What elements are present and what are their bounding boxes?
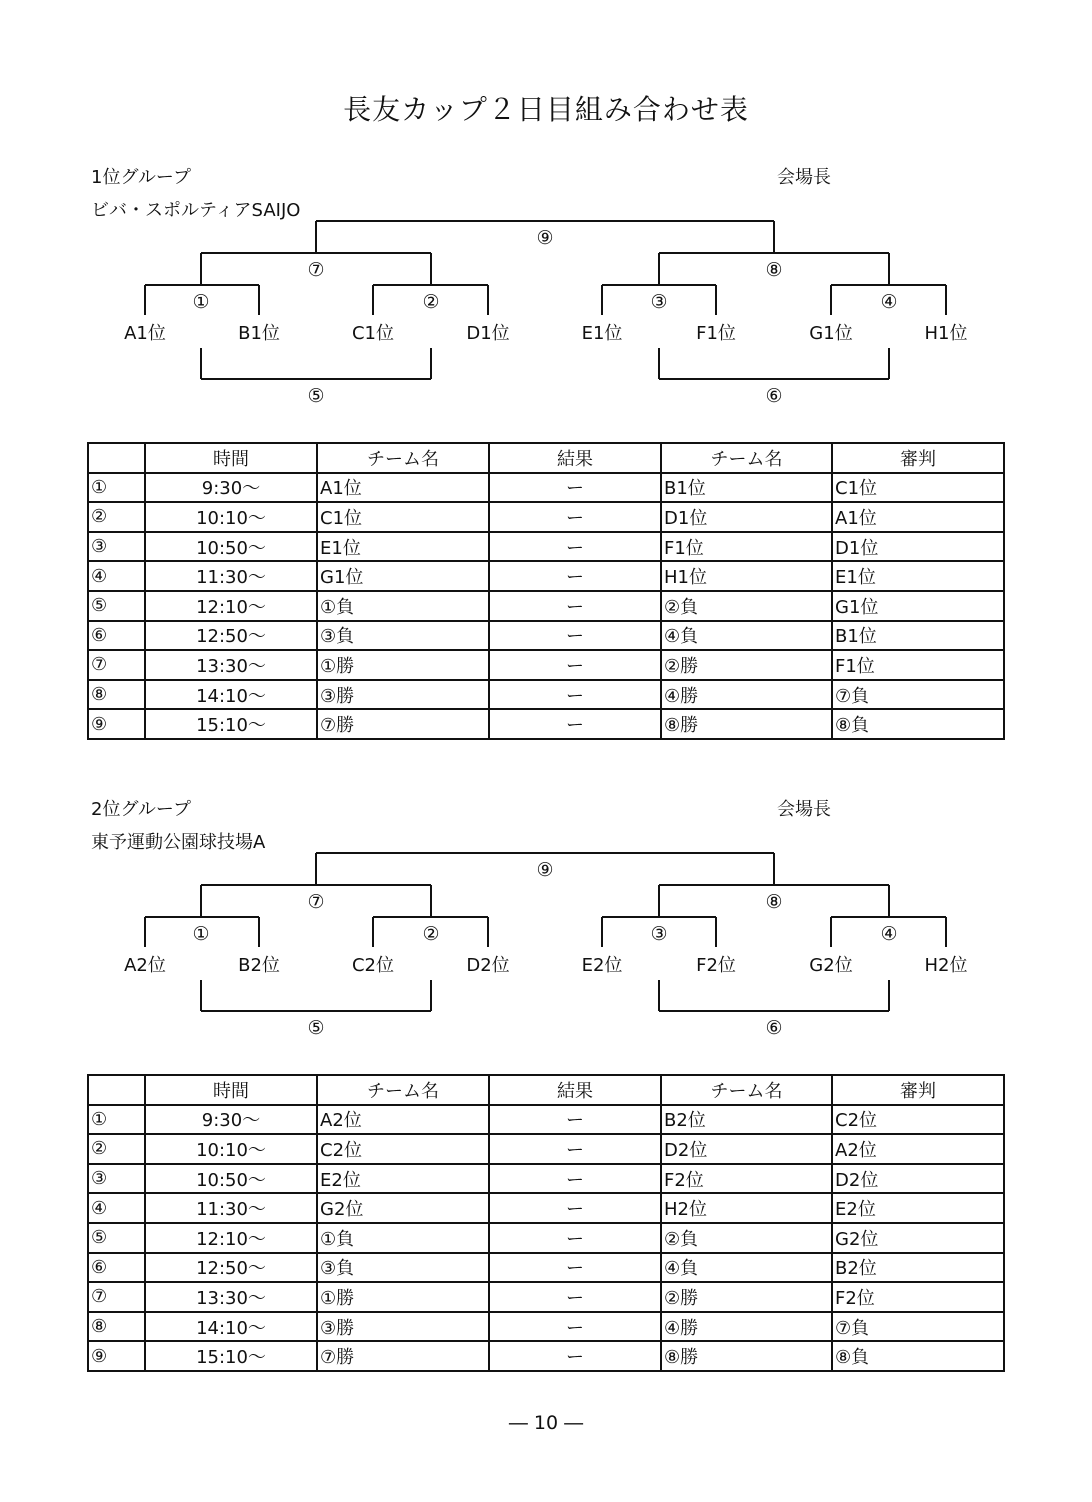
team-2: D2位 [661,1134,832,1164]
referee: A2位 [832,1134,1004,1164]
match-number: ⑨ [88,1341,145,1371]
match-time: 12:10～ [145,591,317,621]
match-number: ④ [88,1193,145,1223]
referee: G2位 [832,1223,1004,1253]
team-2: ④勝 [661,1312,832,1342]
team-1: G2位 [317,1193,489,1223]
header-team: チーム名 [661,1075,832,1105]
table-row [88,1164,1004,1194]
match-5-number: ⑤ [307,385,325,407]
match-time: 13:30～ [145,1282,317,1312]
team-1: ③負 [317,621,489,651]
table-row [88,473,1004,503]
referee: D2位 [832,1164,1004,1194]
group-label: 1位グループ [91,167,192,188]
team-1: ⑦勝 [317,1341,489,1371]
team-1: A1位 [317,473,489,503]
table-row [88,1223,1004,1253]
referee: ⑧負 [832,709,1004,739]
match-result: ー [489,561,661,591]
header-team: チーム名 [317,443,489,473]
tournament-bracket [0,210,1092,430]
match-5-number: ⑤ [307,1017,325,1039]
bracket-team: A1位 [124,323,166,344]
referee: C2位 [832,1105,1004,1135]
venue-name: ビバ・スポルティアSAIJO [91,200,301,221]
team-2: ④負 [661,621,832,651]
team-2: ⑧勝 [661,1341,832,1371]
bracket-team: B2位 [238,955,280,976]
page-title: 長友カップ２日目組み合わせ表 [343,93,749,126]
match-time: 12:10～ [145,1223,317,1253]
match-result: ー [489,680,661,710]
team-2: ②負 [661,1223,832,1253]
match-result: ー [489,1341,661,1371]
referee: B1位 [832,621,1004,651]
match-result: ー [489,1164,661,1194]
referee: ⑦負 [832,680,1004,710]
table-row [88,1282,1004,1312]
table-row [88,1253,1004,1283]
table-row [88,1134,1004,1164]
match-result: ー [489,1193,661,1223]
bracket-team: C2位 [351,955,395,976]
match-result: ー [489,1312,661,1342]
match-result: ー [489,1134,661,1164]
match-1-number: ① [192,923,210,945]
match-time: 10:50～ [145,1164,317,1194]
table-row [88,1341,1004,1371]
match-result: ー [489,709,661,739]
team-1: E1位 [317,532,489,562]
team-2: H2位 [661,1193,832,1223]
table-row [88,621,1004,651]
match-number: ① [88,473,145,503]
match-number: ⑧ [88,680,145,710]
match-result: ー [489,1282,661,1312]
team-2: ②勝 [661,650,832,680]
match-number: ⑦ [88,650,145,680]
bracket-team: D2位 [466,955,510,976]
match-result: ー [489,591,661,621]
tournament-bracket [0,842,1092,1062]
table-row [88,532,1004,562]
referee: A1位 [832,502,1004,532]
header-team: チーム名 [661,443,832,473]
team-2: B1位 [661,473,832,503]
match-time: 9:30～ [145,1105,317,1135]
team-2: ⑧勝 [661,709,832,739]
header-result: 結果 [489,1075,661,1105]
match-1-number: ① [192,291,210,313]
venue-name: 東予運動公園球技場A [91,832,266,853]
match-2-number: ② [422,291,440,313]
match-result: ー [489,502,661,532]
group-label: 2位グループ [91,799,192,820]
match-number: ③ [88,532,145,562]
venue-manager-label: 会場長 [777,167,831,188]
match-time: 15:10～ [145,709,317,739]
match-7-number: ⑦ [307,259,325,281]
match-time: 11:30～ [145,1193,317,1223]
venue-manager-label: 会場長 [777,799,831,820]
bracket-team: A2位 [124,955,166,976]
match-number: ② [88,1134,145,1164]
match-number: ⑥ [88,621,145,651]
table-header-row [88,443,1004,473]
header-number [88,1075,145,1105]
team-1: A2位 [317,1105,489,1135]
match-time: 12:50～ [145,621,317,651]
match-number: ④ [88,561,145,591]
team-1: G1位 [317,561,489,591]
team-1: ③負 [317,1253,489,1283]
page-number: ― 10 ― [508,1412,584,1434]
header-referee: 審判 [832,443,1004,473]
header-result: 結果 [489,443,661,473]
match-9-number: ⑨ [536,859,554,881]
match-number: ① [88,1105,145,1135]
team-1: E2位 [317,1164,489,1194]
match-time: 12:50～ [145,1253,317,1283]
referee: D1位 [832,532,1004,562]
team-2: D1位 [661,502,832,532]
match-time: 14:10～ [145,680,317,710]
header-time: 時間 [145,1075,317,1105]
bracket-team: E1位 [581,323,623,344]
bracket-team: H1位 [924,323,968,344]
schedule-table [87,442,1005,740]
match-3-number: ③ [650,291,668,313]
match-number: ③ [88,1164,145,1194]
match-6-number: ⑥ [765,385,783,407]
team-1: ③勝 [317,680,489,710]
bracket-team: E2位 [581,955,623,976]
header-team: チーム名 [317,1075,489,1105]
table-row [88,1105,1004,1135]
bracket-team: F1位 [696,323,736,344]
match-3-number: ③ [650,923,668,945]
referee: ⑦負 [832,1312,1004,1342]
referee: G1位 [832,591,1004,621]
referee: B2位 [832,1253,1004,1283]
team-1: ①勝 [317,650,489,680]
match-time: 11:30～ [145,561,317,591]
match-time: 13:30～ [145,650,317,680]
table-row [88,1193,1004,1223]
referee: ⑧負 [832,1341,1004,1371]
header-time: 時間 [145,443,317,473]
team-2: ②勝 [661,1282,832,1312]
referee: F1位 [832,650,1004,680]
match-result: ー [489,532,661,562]
team-1: C1位 [317,502,489,532]
table-row [88,591,1004,621]
bracket-team: H2位 [924,955,968,976]
match-time: 15:10～ [145,1341,317,1371]
match-number: ⑤ [88,591,145,621]
match-7-number: ⑦ [307,891,325,913]
team-2: B2位 [661,1105,832,1135]
team-1: ①勝 [317,1282,489,1312]
match-8-number: ⑧ [765,259,783,281]
match-result: ー [489,650,661,680]
table-row [88,709,1004,739]
team-1: C2位 [317,1134,489,1164]
header-number [88,443,145,473]
bracket-team: G1位 [809,323,853,344]
match-8-number: ⑧ [765,891,783,913]
match-number: ⑨ [88,709,145,739]
team-2: H1位 [661,561,832,591]
match-number: ⑤ [88,1223,145,1253]
match-number: ⑦ [88,1282,145,1312]
match-9-number: ⑨ [536,227,554,249]
bracket-team: G2位 [809,955,853,976]
match-2-number: ② [422,923,440,945]
referee: E2位 [832,1193,1004,1223]
match-result: ー [489,1223,661,1253]
table-row [88,1312,1004,1342]
team-2: ④勝 [661,680,832,710]
match-result: ー [489,1105,661,1135]
match-result: ー [489,1253,661,1283]
referee: E1位 [832,561,1004,591]
referee: F2位 [832,1282,1004,1312]
team-1: ⑦勝 [317,709,489,739]
team-2: ④負 [661,1253,832,1283]
header-referee: 審判 [832,1075,1004,1105]
match-result: ー [489,621,661,651]
bracket-team: C1位 [351,323,395,344]
schedule-table [87,1074,1005,1372]
team-1: ①負 [317,591,489,621]
team-1: ①負 [317,1223,489,1253]
match-number: ② [88,502,145,532]
team-1: ③勝 [317,1312,489,1342]
table-row [88,561,1004,591]
referee: C1位 [832,473,1004,503]
match-time: 14:10～ [145,1312,317,1342]
match-result: ー [489,473,661,503]
match-number: ⑥ [88,1253,145,1283]
match-4-number: ④ [880,923,898,945]
bracket-team: F2位 [696,955,736,976]
bracket-team: D1位 [466,323,510,344]
match-time: 9:30～ [145,473,317,503]
table-row [88,680,1004,710]
team-2: F2位 [661,1164,832,1194]
match-6-number: ⑥ [765,1017,783,1039]
bracket-team: B1位 [238,323,280,344]
table-row [88,502,1004,532]
team-2: ②負 [661,591,832,621]
match-time: 10:10～ [145,1134,317,1164]
match-number: ⑧ [88,1312,145,1342]
table-header-row [88,1075,1004,1105]
team-2: F1位 [661,532,832,562]
match-time: 10:10～ [145,502,317,532]
match-time: 10:50～ [145,532,317,562]
table-row [88,650,1004,680]
match-4-number: ④ [880,291,898,313]
